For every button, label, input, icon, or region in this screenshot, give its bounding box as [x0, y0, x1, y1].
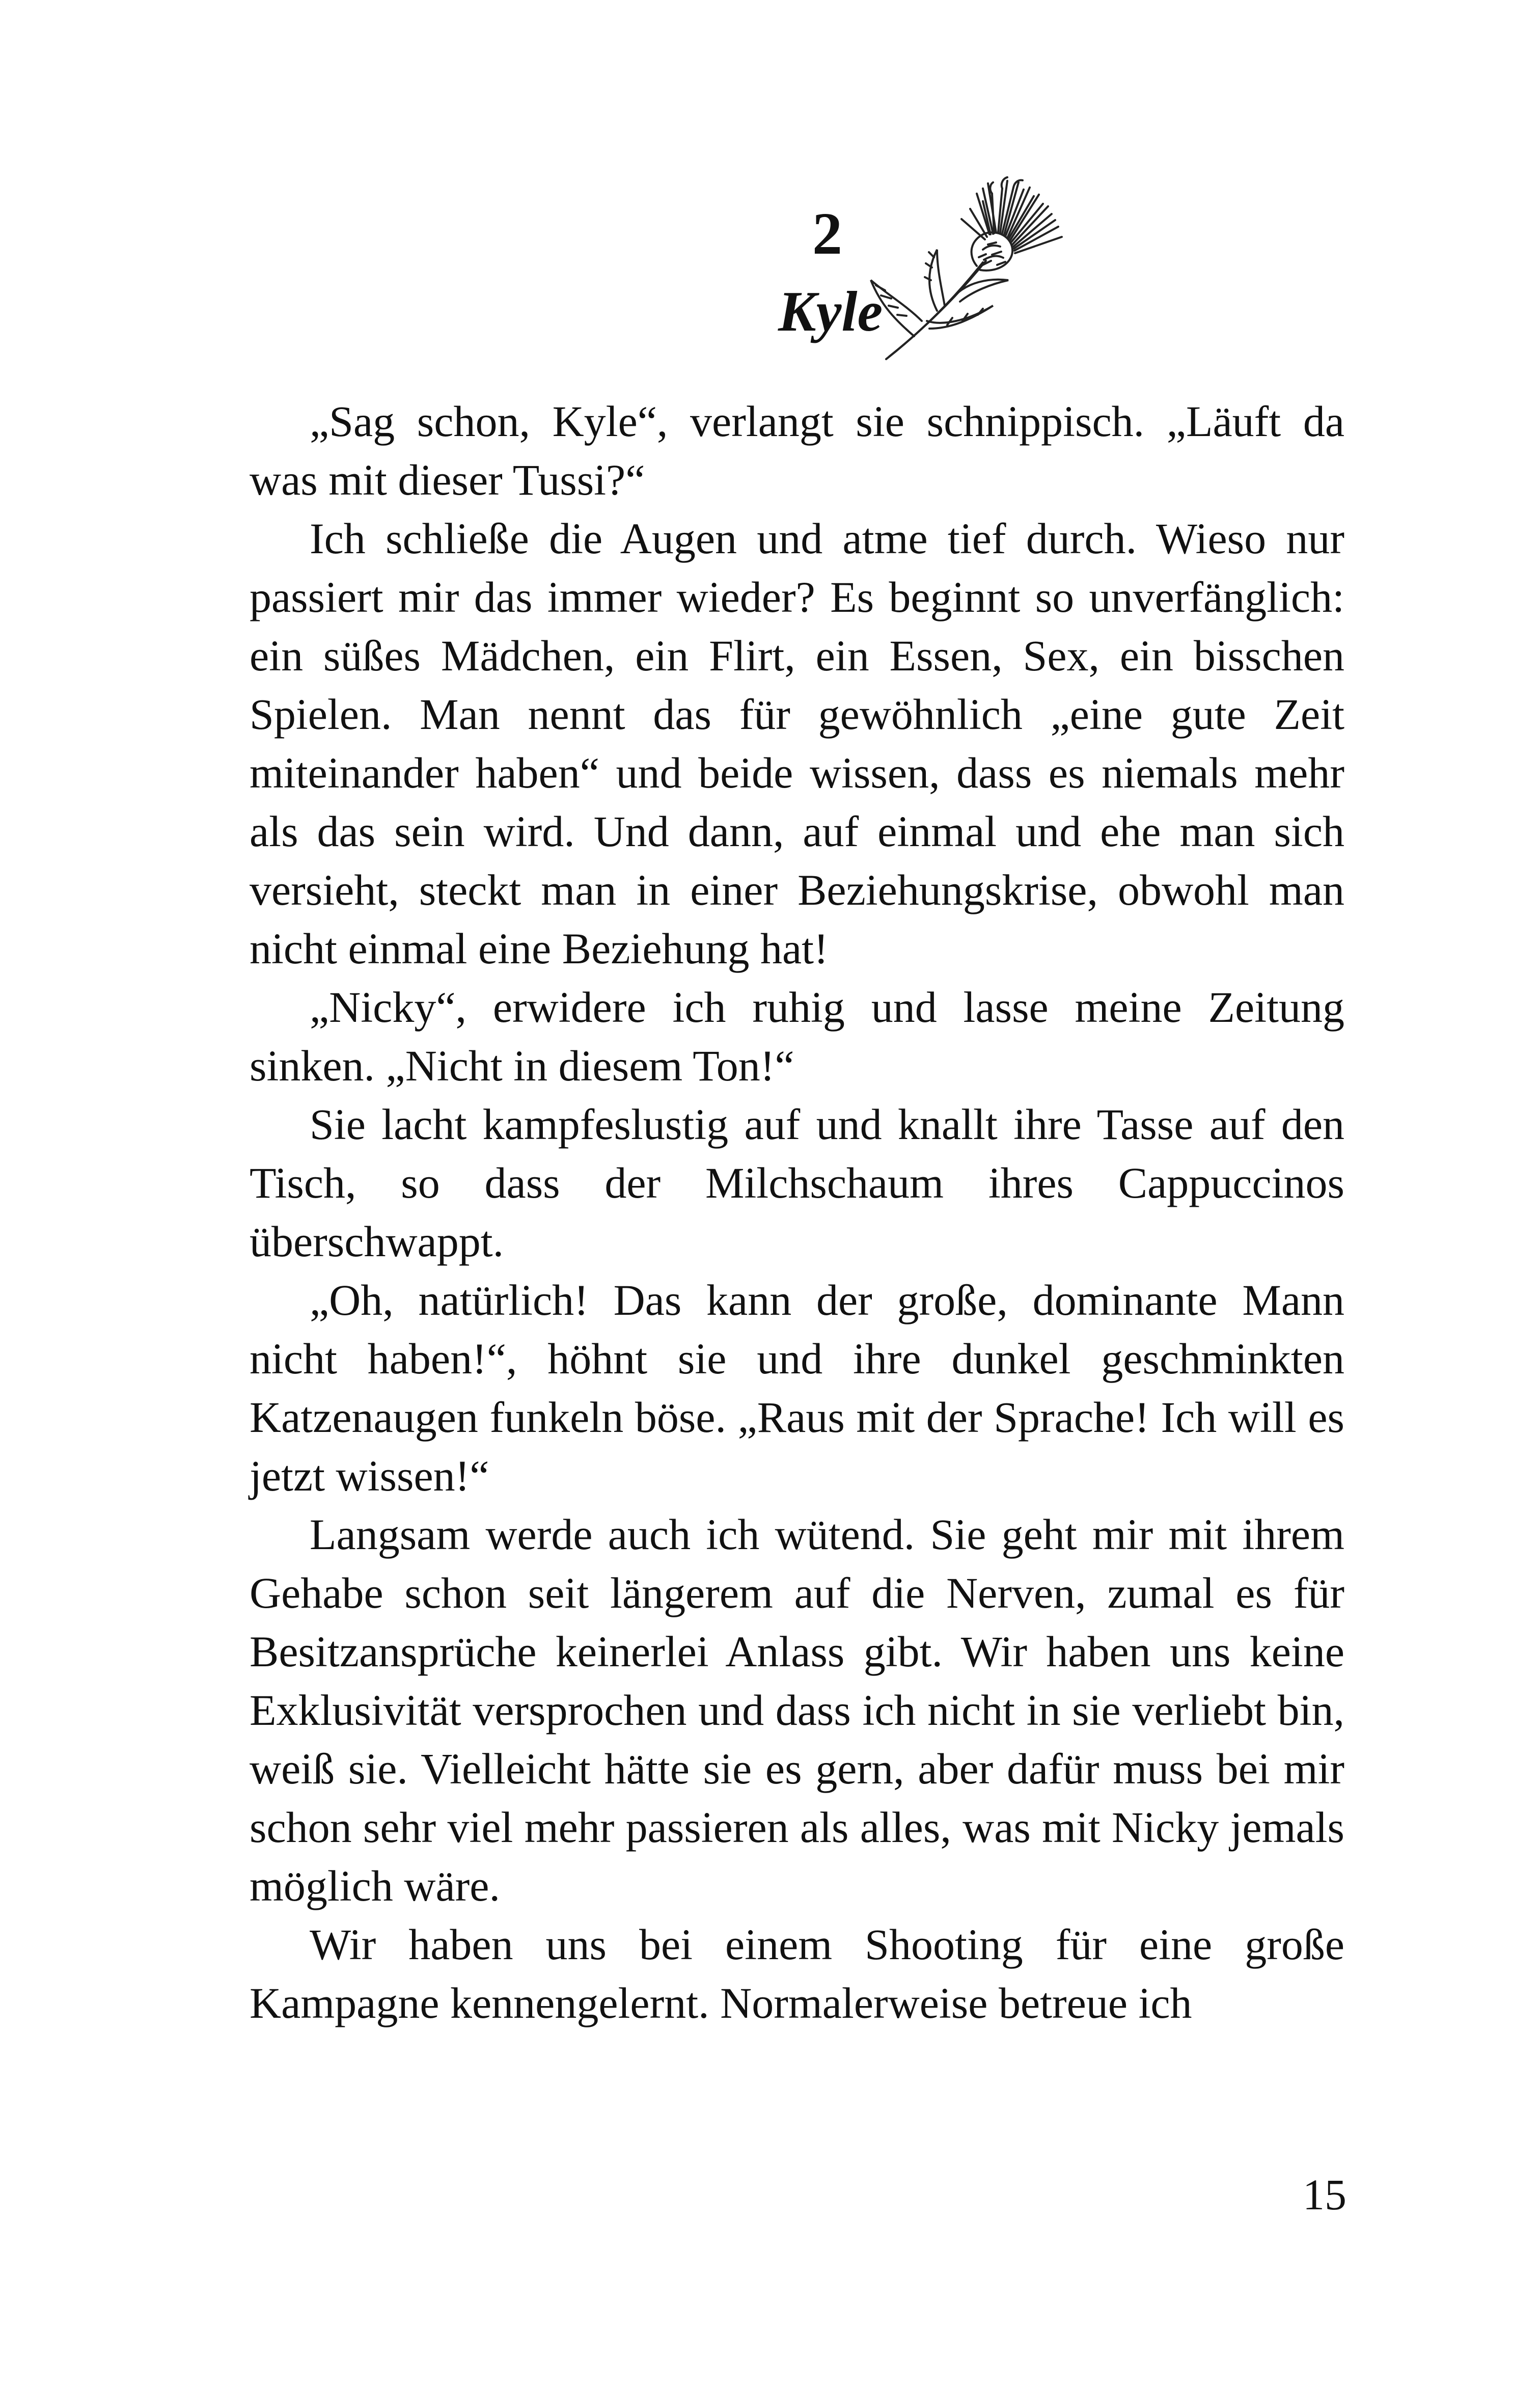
chapter-body: [250, 392, 1344, 2033]
paragraph-2: Ich schließe die Augen und atme tief durch. Wieso nur passiert mir das immer wieder? Es beginnt so unverfänglich: ein süßes Mädchen, ein Flirt, ein Essen, Sex, ein bisschen Spielen. Man nennt das für gewöhnlich „eine gute Zeit miteinander haben“ und beide wissen, dass es niemals mehr als das sein wird. Und dann, auf einmal und ehe man sich versieht, steckt man in einer Beziehungskrise, obwohl man nicht einmal eine Beziehung hat!: [250, 514, 1344, 973]
chapter-title: Kyle: [778, 280, 883, 343]
thistle-icon: [866, 153, 1100, 367]
chapter-number: 2: [812, 200, 842, 267]
paragraph-1: „Sag schon, Kyle“, verlangt sie schnippisch. „Läuft da was mit dieser Tussi?“: [250, 397, 1344, 504]
paragraph-6: Langsam werde auch ich wütend. Sie geht mir mit ihrem Gehabe schon seit längerem auf die Nerven, zumal es für Besitzansprüche keinerlei Anlass gibt. Wir haben uns keine Exklusivität versprochen und dass ich nicht in sie verliebt bin, weiß sie. Vielleicht hätte sie es gern, aber dafür muss bei mir schon sehr viel mehr passieren als alles, was mit Nicky jemals möglich wäre.: [250, 1510, 1344, 1910]
paragraph-3: „Nicky“, erwidere ich ruhig und lasse meine Zeitung sinken. „Nicht in diesem Ton!“: [250, 983, 1344, 1090]
paragraph-7: Wir haben uns bei einem Shooting für eine große Kampagne kennengelernt. Normalerweise betreue ich: [250, 1920, 1344, 2027]
paragraph-4: Sie lacht kampfeslustig auf und knallt ihre Tasse auf den Tisch, so dass der Milchschaum ihres Cappuccinos überschwappt.: [250, 1100, 1344, 1266]
paragraph-5: „Oh, natürlich! Das kann der große, dominante Mann nicht haben!“, höhnt sie und ihre dunkel geschminkten Katzenaugen funkeln böse. „Raus mit der Sprache! Ich will es jetzt wissen!“: [250, 1276, 1344, 1500]
chapter-header: [713, 153, 1100, 377]
page-number: 15: [1303, 2170, 1346, 2219]
